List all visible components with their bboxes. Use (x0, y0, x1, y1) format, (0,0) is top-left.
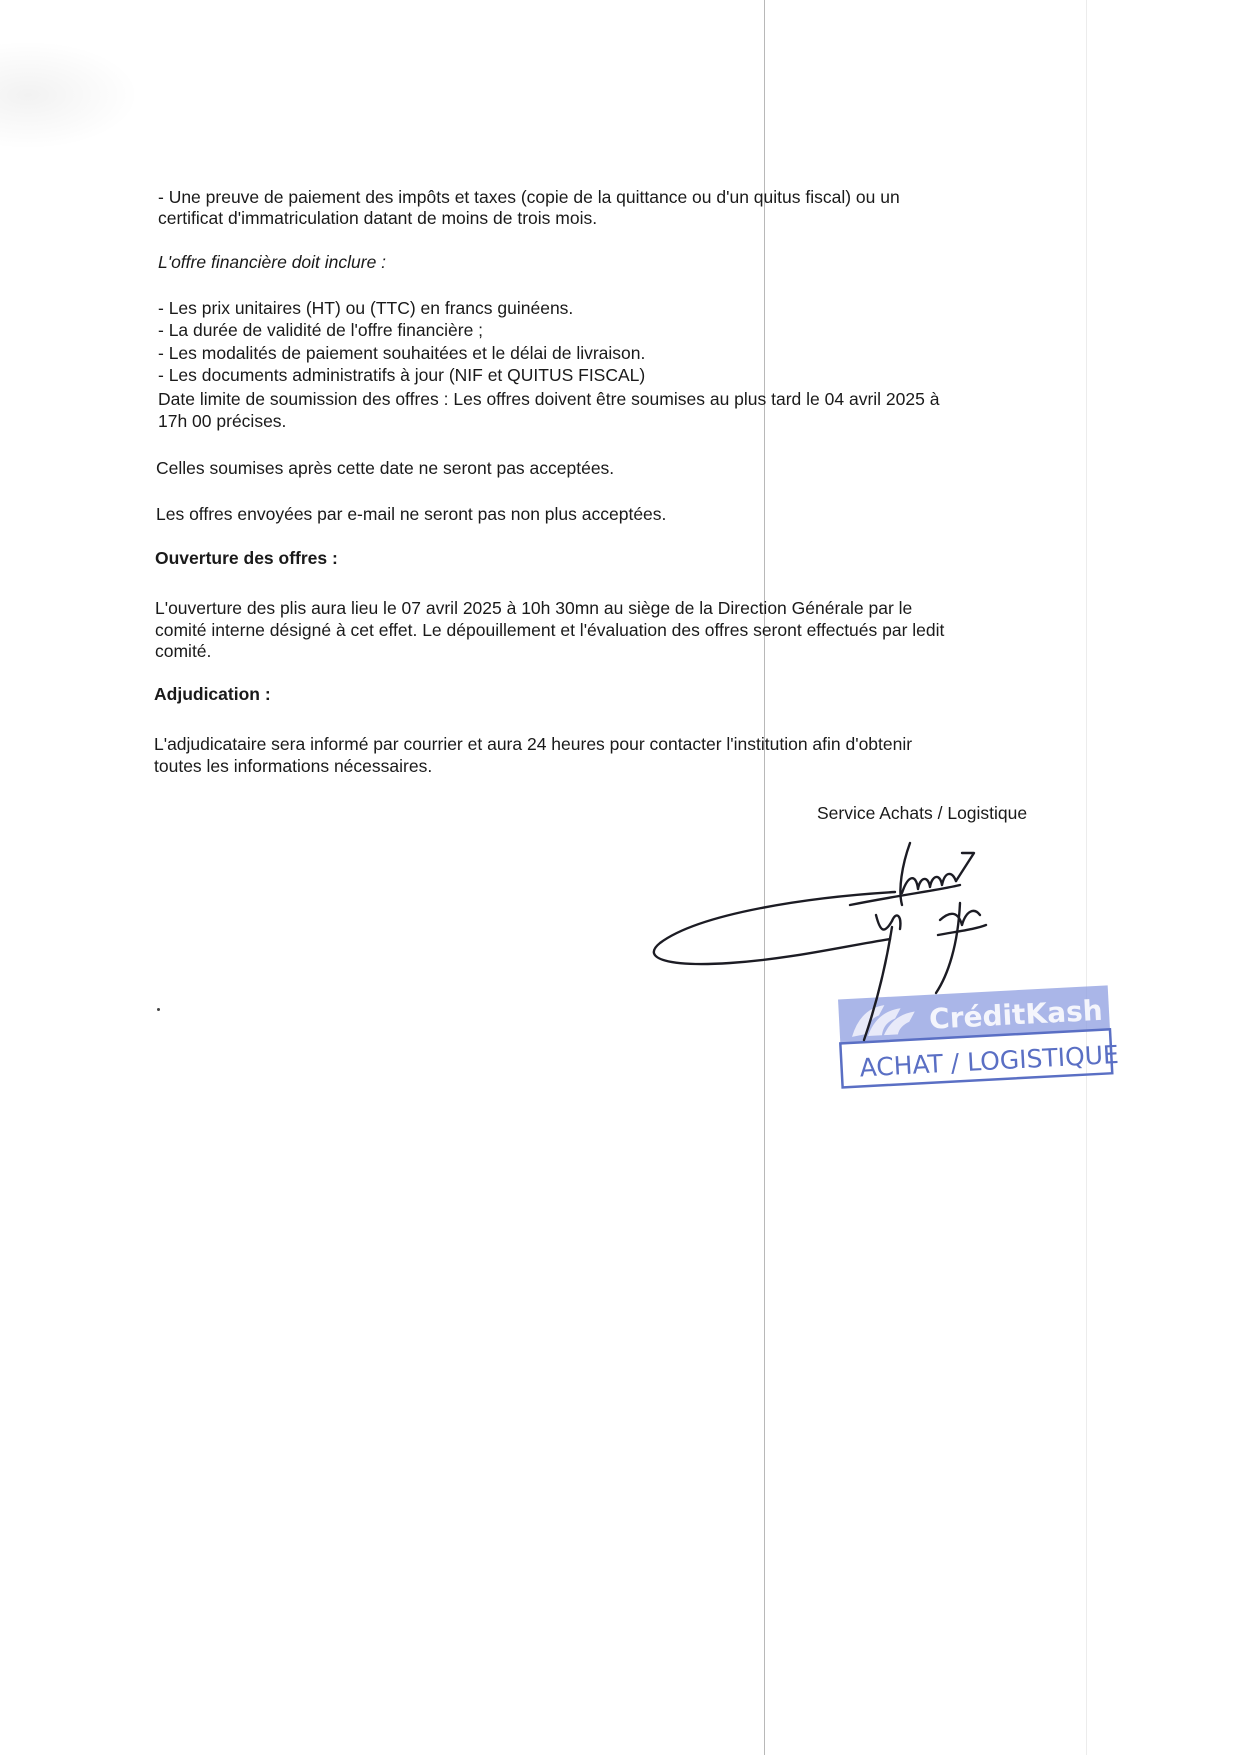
tax-proof-line-2: certificat d'immatriculation datant de moins de trois mois. (158, 208, 598, 228)
scan-edge-line (1086, 0, 1087, 1755)
scan-smudge (0, 40, 140, 150)
opening-line-2: comité interne désigné à cet effet. Le dépouillement et l'évaluation des offres seront effectués par ledit (155, 620, 945, 640)
signatory-service: Service Achats / Logistique (817, 803, 1028, 823)
svg-text:CréditKash: CréditKash (928, 993, 1104, 1036)
award-line-2: toutes les informations nécessaires. (154, 756, 433, 776)
financial-item-admin-docs: - Les documents administratifs à jour (NIF et QUITUS FISCAL) (158, 365, 646, 385)
financial-item-unit-prices: - Les prix unitaires (HT) ou (TTC) en francs guinéens. (158, 298, 574, 318)
deadline-line-2: 17h 00 précises. (158, 411, 287, 431)
financial-item-validity: - La durée de validité de l'offre financière ; (158, 320, 484, 340)
scan-speck (157, 1008, 160, 1011)
opening-line-3: comité. (155, 641, 212, 661)
award-line-1: L'adjudicataire sera informé par courrier et aura 24 heures pour contacter l'institution afin d'obtenir (154, 734, 913, 754)
opening-line-1: L'ouverture des plis aura lieu le 07 avril 2025 à 10h 30mn au siège de la Direction Générale par le (155, 598, 913, 618)
company-stamp (838, 985, 1120, 1087)
deadline-line-1: Date limite de soumission des offres : Les offres doivent être soumises au plus tard le 04 avril 2025 à (158, 389, 940, 409)
opening-heading: Ouverture des offres : (155, 548, 338, 568)
award-heading: Adjudication : (154, 684, 271, 704)
svg-text:ACHAT / LOGISTIQUE: ACHAT / LOGISTIQUE (858, 1039, 1120, 1083)
signature-and-stamp (640, 835, 1120, 1095)
tax-proof-line-1: - Une preuve de paiement des impôts et taxes (copie de la quittance ou d'un quitus fiscal) ou un (158, 187, 900, 207)
email-submission-note: Les offres envoyées par e-mail ne seront pas non plus acceptées. (156, 504, 667, 524)
late-submission-note: Celles soumises après cette date ne seront pas acceptées. (156, 458, 615, 478)
financial-offer-heading: L'offre financière doit inclure : (158, 252, 387, 272)
financial-item-payment-terms: - Les modalités de paiement souhaitées et le délai de livraison. (158, 343, 646, 363)
